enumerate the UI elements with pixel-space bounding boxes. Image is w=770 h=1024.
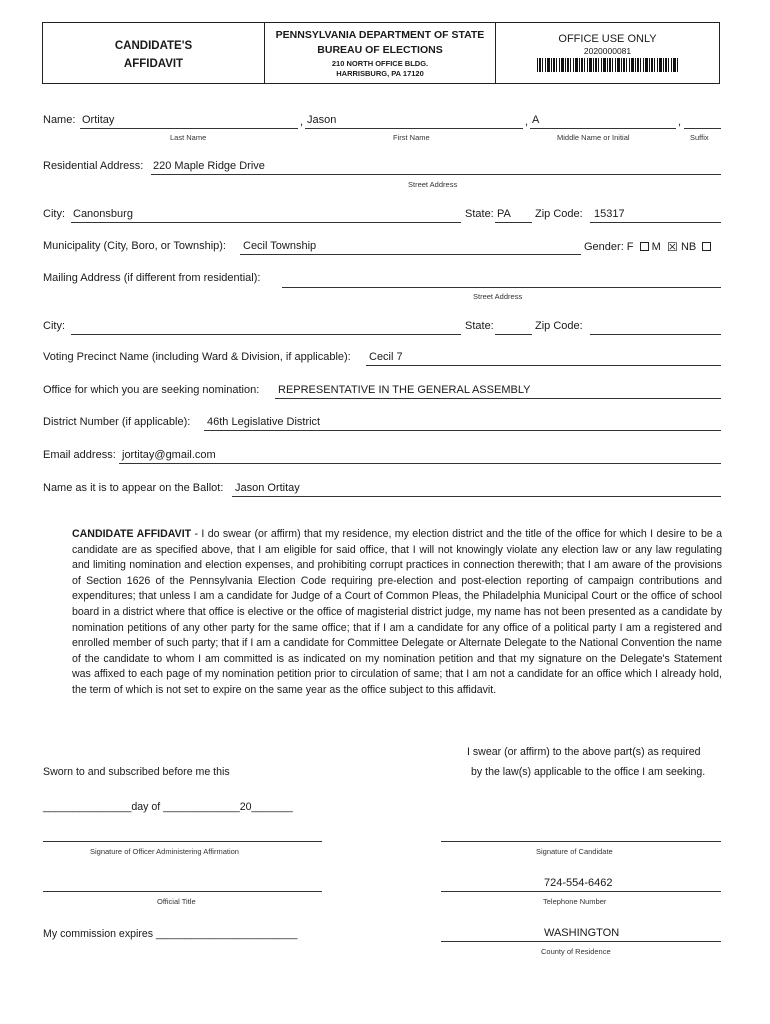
district-value: 46th Legislative District xyxy=(207,416,321,428)
form-title xyxy=(43,23,265,83)
office-use-block xyxy=(496,23,719,83)
state-label: State: xyxy=(465,208,494,220)
telephone-caption: Telephone Number xyxy=(543,897,607,906)
office-field[interactable] xyxy=(275,384,721,399)
middle-name-field[interactable] xyxy=(530,114,676,129)
gender-label: Gender: F xyxy=(584,241,634,253)
official-title-caption: Official Title xyxy=(157,897,196,906)
comma-3: , xyxy=(678,116,682,128)
last-name-field[interactable] xyxy=(80,114,298,129)
mailing-state-label: State: xyxy=(465,320,494,332)
gender-m-checkbox[interactable] xyxy=(667,240,678,254)
gender-m-mark: ☒ xyxy=(667,240,678,254)
middle-name-value: A xyxy=(532,114,540,126)
swear-statement-2: by the law(s) applicable to the office I am seeking. xyxy=(471,766,706,778)
ballot-name-field[interactable] xyxy=(232,482,721,497)
gender-nb-checkbox[interactable] xyxy=(702,242,711,251)
office-use-label: OFFICE USE ONLY xyxy=(558,33,657,45)
street-address-caption: Street Address xyxy=(408,180,458,189)
zip-value: 15317 xyxy=(594,208,625,220)
affidavit-heading: CANDIDATE AFFIDAVIT xyxy=(72,528,192,540)
state-value: PA xyxy=(497,208,511,220)
mailing-address-label: Mailing Address (if different from residential): xyxy=(43,272,261,284)
county-caption: County of Residence xyxy=(541,947,611,956)
last-name-value: Ortitay xyxy=(82,114,115,126)
suffix-caption: Suffix xyxy=(690,133,709,142)
residential-address-field[interactable] xyxy=(151,160,721,175)
ballot-name-label: Name as it is to appear on the Ballot: xyxy=(43,482,224,494)
residential-address-value: 220 Maple Ridge Drive xyxy=(153,160,265,172)
first-name-value: Jason xyxy=(307,114,337,126)
form-title-line2: AFFIDAVIT xyxy=(123,58,184,70)
mailing-state-field[interactable] xyxy=(495,320,532,335)
official-title-line[interactable] xyxy=(43,876,322,892)
commission-expires[interactable]: My commission expires ________________________ xyxy=(43,928,298,940)
city-field[interactable] xyxy=(71,208,461,223)
form-header xyxy=(42,22,720,84)
department-address-2: HARRISBURG, PA 17120 xyxy=(336,69,424,78)
gender-nb-label: NB xyxy=(680,241,697,253)
department-address-1: 210 NORTH OFFICE BLDG. xyxy=(331,59,429,68)
email-label: Email address: xyxy=(43,449,116,461)
municipality-field[interactable] xyxy=(240,240,581,255)
officer-signature-caption: Signature of Officer Administering Affirmation xyxy=(90,847,239,856)
email-field[interactable] xyxy=(119,449,721,464)
county-field[interactable] xyxy=(441,926,721,942)
middle-name-caption: Middle Name or Initial xyxy=(557,133,630,142)
bureau-name: BUREAU OF ELECTIONS xyxy=(317,44,443,56)
gender-f-checkbox[interactable] xyxy=(640,242,649,251)
mailing-city-field[interactable] xyxy=(71,320,461,335)
affidavit-paragraph xyxy=(72,527,722,699)
date-line[interactable]: _______________day of _____________20_______ xyxy=(43,801,293,813)
candidate-signature-line[interactable] xyxy=(441,826,721,842)
mailing-street-caption: Street Address xyxy=(473,292,523,301)
mailing-zip-label: Zip Code: xyxy=(535,320,583,332)
residential-address-label: Residential Address: xyxy=(43,160,144,172)
office-label: Office for which you are seeking nomination: xyxy=(43,384,260,396)
telephone-value: 724-554-6462 xyxy=(544,877,613,889)
sworn-text: Sworn to and subscribed before me this xyxy=(43,766,230,778)
district-field[interactable] xyxy=(204,416,721,431)
mailing-address-field[interactable] xyxy=(282,273,721,288)
municipality-value: Cecil Township xyxy=(243,240,317,252)
precinct-field[interactable] xyxy=(366,351,721,366)
name-label: Name: xyxy=(43,114,76,126)
mailing-city-label: City: xyxy=(43,320,65,332)
first-name-field[interactable] xyxy=(305,114,523,129)
county-value: WASHINGTON xyxy=(544,927,620,939)
office-value: REPRESENTATIVE IN THE GENERAL ASSEMBLY xyxy=(278,384,531,396)
city-label: City: xyxy=(43,208,65,220)
state-field[interactable] xyxy=(495,208,532,223)
suffix-field[interactable] xyxy=(684,114,721,129)
zip-label: Zip Code: xyxy=(535,208,583,220)
mailing-zip-field[interactable] xyxy=(590,320,721,335)
zip-field[interactable] xyxy=(590,208,721,223)
email-value: jortitay@gmail.com xyxy=(122,449,216,461)
district-label: District Number (if applicable): xyxy=(43,416,191,428)
affidavit-text: - I do swear (or affirm) that my residence, my election district and the title of the office for which I desire to be a candidate are as specified above, that I am eligible for said office, that I will not knowingly violate any election law or any law regulating and limiting nomination and election expenses, and prohibiting corrupt practices in connection therewith; that I am aware of the provisions of Section 1626 of the Pennsylvania Election Code requiring pre-election and post-election reporting of campaign contributions and expenditures; that unless I am a candidate for Judge of a Court of Common Pleas, the Philadelphia Municipal Court or the office of school board in a district where that office is elective or the office of magisterial district judge, my name has not been presented as a candidate by nomination petitions of any other party for the same office; that if I am a candidate for any office of a political party I am a registered and enrolled member of such party; that if I am a candidate for Committee Delegate or Alternate Delegate to the National Convention the name of the candidate to whom I am committed is as indicated on my nomination petition and that my signature on the Delegate's Statement was affixed to each page of my nomination petition prior to circulation of same; that I am not a candidate for an office which I already hold, the term of which is not set to expire on the same year as the office subject to this affidavit. xyxy=(72,528,722,696)
city-value: Canonsburg xyxy=(73,208,133,220)
candidate-signature-caption: Signature of Candidate xyxy=(536,847,613,856)
officer-signature-line[interactable] xyxy=(43,826,322,842)
department-block xyxy=(265,23,496,83)
gender-group xyxy=(584,241,711,253)
precinct-label: Voting Precinct Name (including Ward & Division, if applicable): xyxy=(43,351,351,363)
department-name: PENNSYLVANIA DEPARTMENT OF STATE xyxy=(275,29,485,41)
comma-2: , xyxy=(525,116,529,128)
barcode xyxy=(537,58,679,72)
first-name-caption: First Name xyxy=(393,133,430,142)
last-name-caption: Last Name xyxy=(170,133,207,142)
gender-m-label: M xyxy=(651,241,661,253)
comma-1: , xyxy=(300,116,304,128)
form-title-line1: CANDIDATE'S xyxy=(114,40,193,52)
telephone-field[interactable] xyxy=(441,876,721,892)
ballot-name-value: Jason Ortitay xyxy=(235,482,300,494)
precinct-value: Cecil 7 xyxy=(369,351,403,363)
office-number: 2020000081 xyxy=(583,46,632,56)
municipality-label: Municipality (City, Boro, or Township): xyxy=(43,240,226,252)
swear-statement-1: I swear (or affirm) to the above part(s) as required xyxy=(467,746,701,758)
